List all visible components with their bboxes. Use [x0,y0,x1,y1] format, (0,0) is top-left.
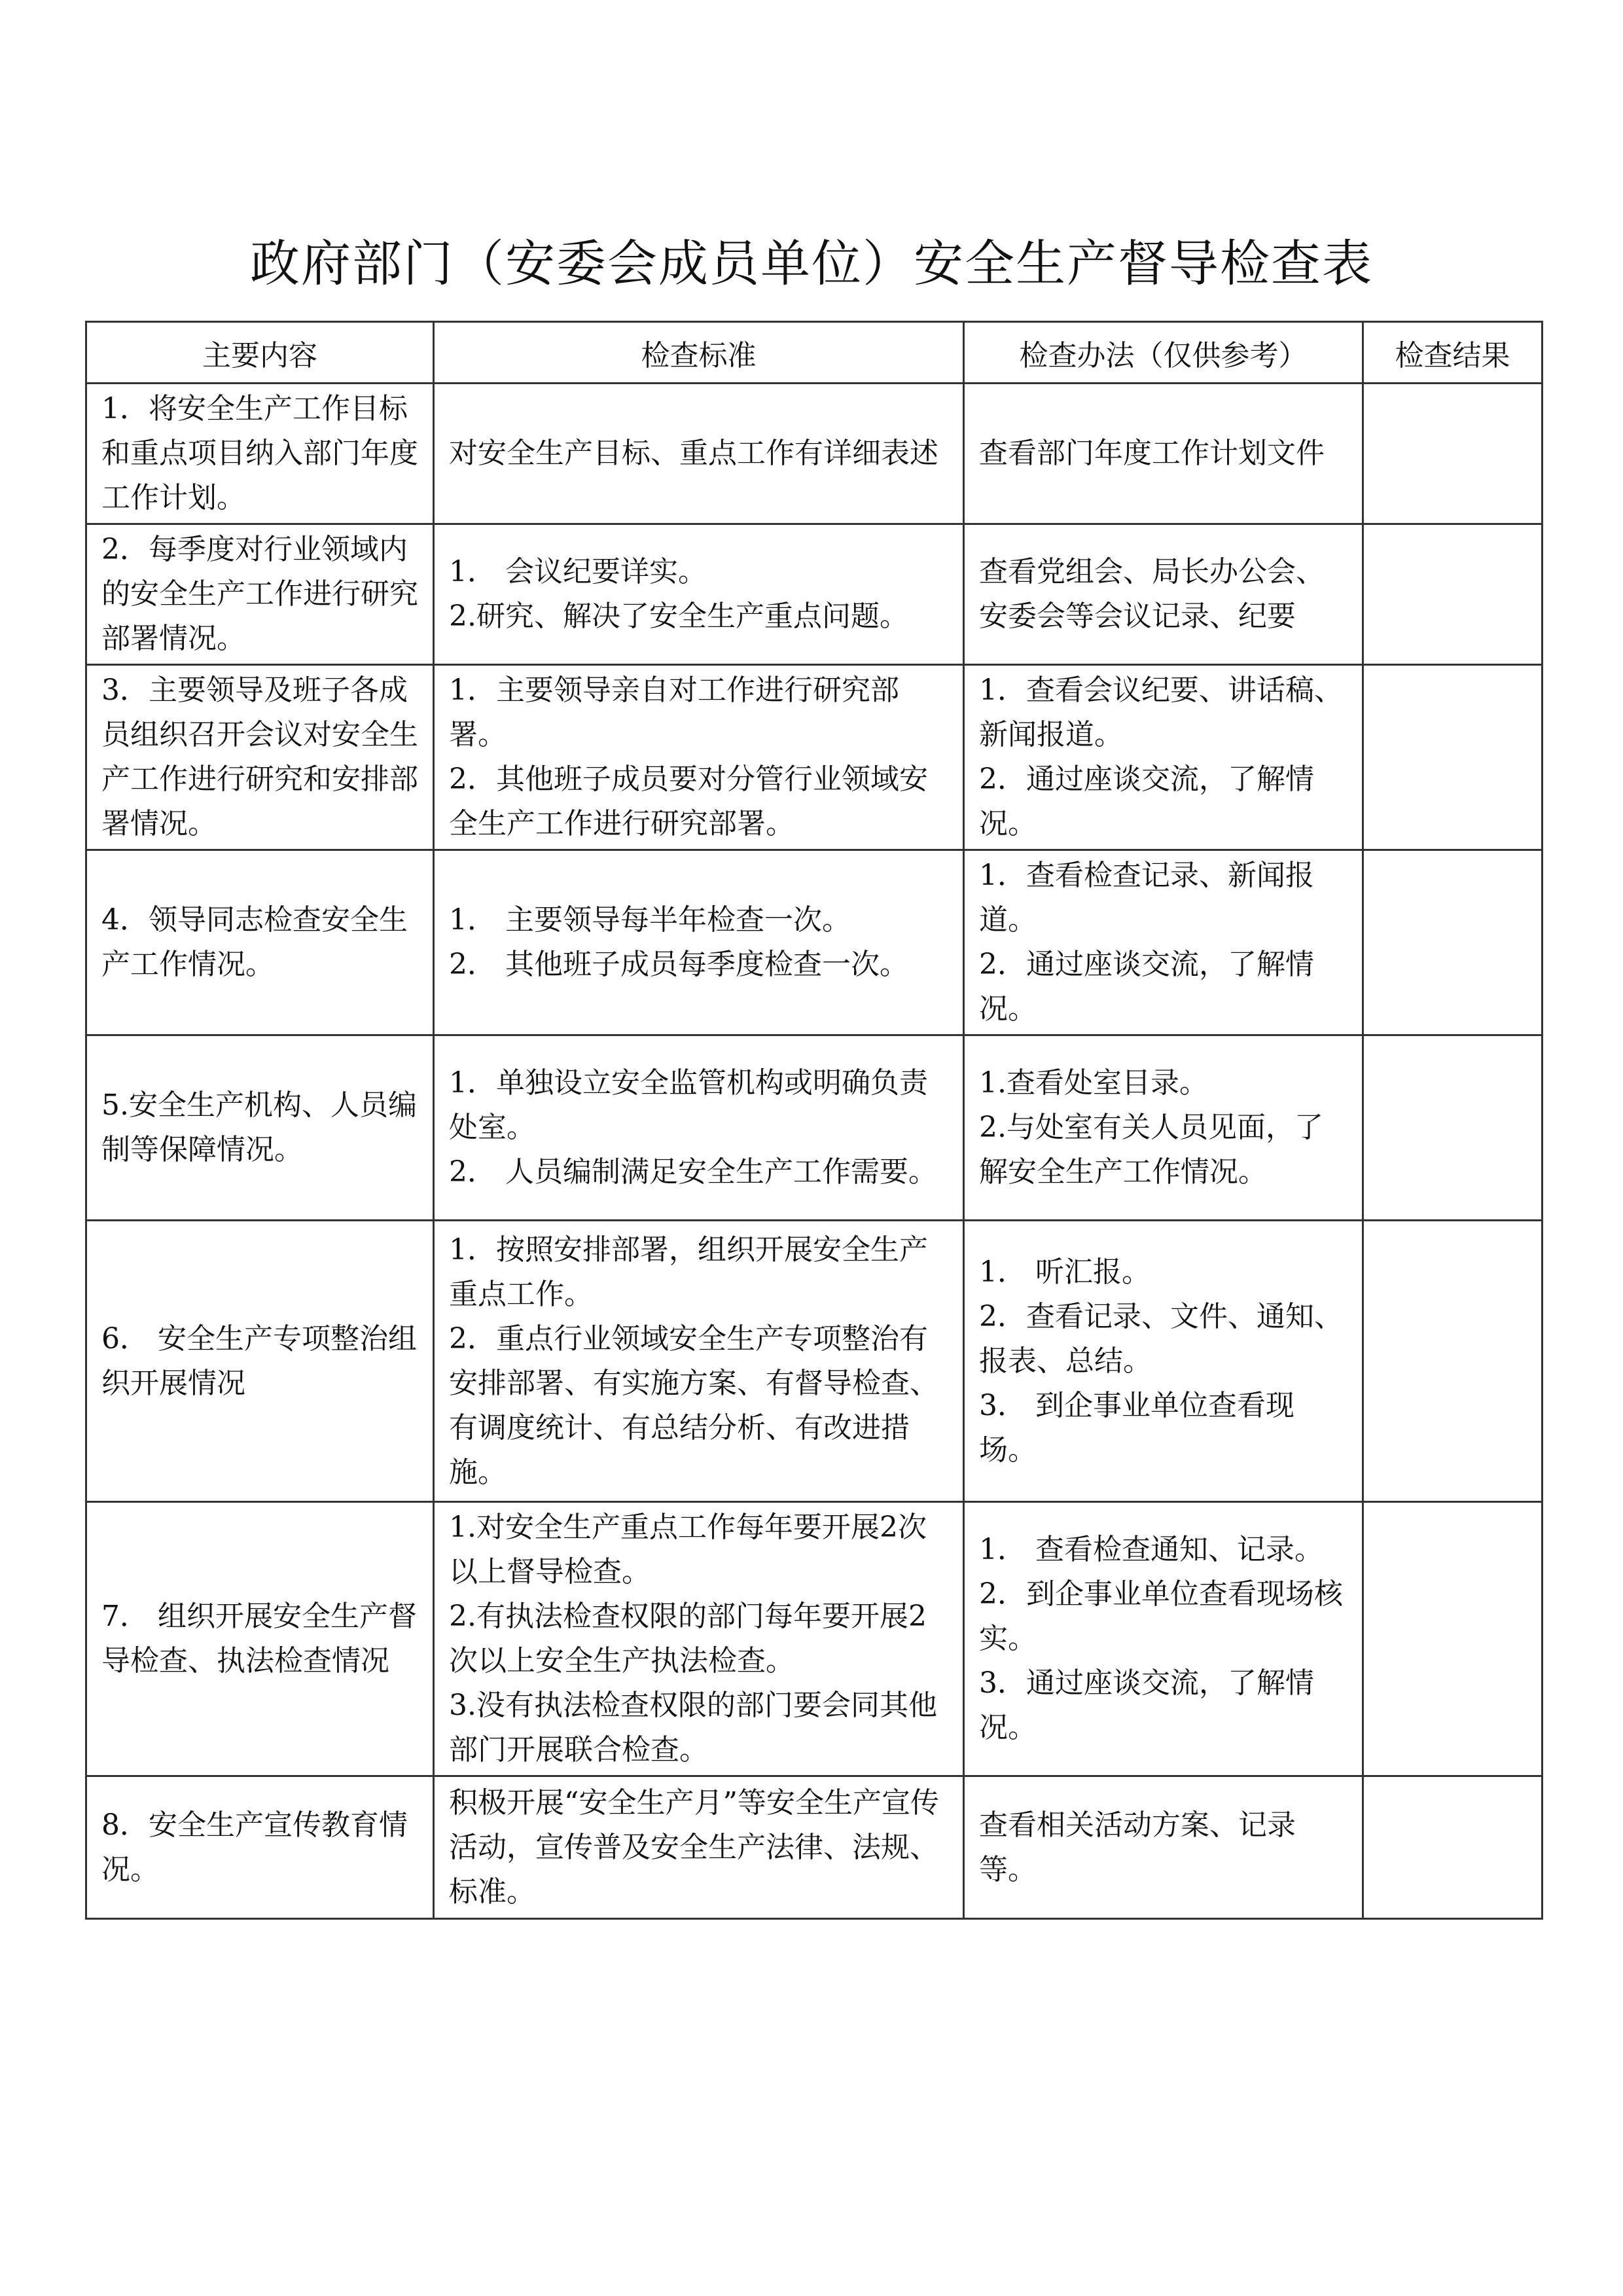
standard-line: 1.对安全生产重点工作每年要开展2次以上督导检查。 [449,1511,927,1588]
cell-result[interactable] [1363,524,1543,665]
method-line: 1．查看会议纪要、讲话稿、新闻报道。 [979,673,1343,751]
table-row [86,1502,1543,1776]
cell-result[interactable] [1363,1035,1543,1221]
method-line: 1． 查看检查通知、记录。 [979,1533,1323,1566]
cell-method [964,1502,1363,1776]
standard-line: 2．其他班子成员要对分管行业领域安全生产工作进行研究部署。 [449,762,928,840]
table-row [86,665,1543,850]
cell-content: 1．将安全生产工作目标和重点项目纳入部门年度工作计划。 [86,384,434,524]
cell-standard [434,1776,964,1919]
cell-result[interactable] [1363,384,1543,524]
inspection-table [85,321,1543,1920]
table-row [86,1035,1543,1221]
table-row [86,384,1543,524]
cell-content: 7． 组织开展安全生产督导检查、执法检查情况 [86,1502,434,1776]
cell-content: 6． 安全生产专项整治组织开展情况 [86,1221,434,1502]
standard-line: 积极开展“安全生产月”等安全生产宣传活动，宣传普及安全生产法律、法规、标准。 [449,1785,939,1909]
method-line: 2．通过座谈交流，了解情况。 [979,948,1314,1026]
cell-content: 8．安全生产宣传教育情况。 [86,1776,434,1919]
cell-standard [434,1035,964,1221]
standard-line: 对安全生产目标、重点工作有详细表述 [449,437,938,470]
method-line: 2.与处室有关人员见面，了解安全生产工作情况。 [979,1111,1323,1189]
cell-method [964,1035,1363,1221]
table-header-row [86,322,1543,384]
cell-result[interactable] [1363,1221,1543,1502]
cell-result[interactable] [1363,1502,1543,1776]
header-method: 检查办法（仅供参考） [964,322,1363,384]
cell-result[interactable] [1363,1776,1543,1919]
table-row [86,1221,1543,1502]
standard-line: 1． 主要领导每半年检查一次。 [449,903,851,937]
method-line: 1． 听汇报。 [979,1255,1150,1289]
cell-standard [434,524,964,665]
cell-standard [434,1502,964,1776]
header-content: 主要内容 [86,322,434,384]
method-line: 1.查看处室目录。 [979,1066,1208,1100]
cell-method [964,665,1363,850]
standard-line: 2．重点行业领域安全生产专项整治有安排部署、有实施方案、有督导检查、有调度统计、有总结分析、有改进措施。 [449,1321,938,1489]
method-line: 1．查看检查记录、新闻报道。 [979,859,1314,937]
cell-method [964,1776,1363,1919]
cell-result[interactable] [1363,850,1543,1035]
method-line: 查看相关活动方案、记录等。 [979,1808,1296,1886]
standard-line: 2． 其他班子成员每季度检查一次。 [449,948,908,981]
cell-standard [434,850,964,1035]
standard-line: 1． 会议纪要详实。 [449,555,707,588]
cell-standard [434,1221,964,1502]
cell-content: 3．主要领导及班子各成员组织召开会议对安全生产工作进行研究和安排部署情况。 [86,665,434,850]
header-result: 检查结果 [1363,322,1543,384]
cell-method [964,524,1363,665]
table-row [86,850,1543,1035]
cell-method [964,384,1363,524]
method-line: 3．通过座谈交流，了解情况。 [979,1666,1314,1744]
cell-standard [434,384,964,524]
standard-line: 3.没有执法检查权限的部门要会同其他部门开展联合检查。 [449,1689,937,1767]
cell-result[interactable] [1363,665,1543,850]
method-line: 2．到企事业单位查看现场核实。 [979,1577,1343,1655]
standard-line: 1．单独设立安全监管机构或明确负责处室。 [449,1066,928,1144]
table-row [86,1776,1543,1919]
document-title: 政府部门（安委会成员单位）安全生产督导检查表 [250,234,1373,293]
cell-standard [434,665,964,850]
standard-line: 1．按照安排部署，组织开展安全生产重点工作。 [449,1232,928,1311]
cell-method [964,850,1363,1035]
cell-content: 2．每季度对行业领域内的安全生产工作进行研究部署情况。 [86,524,434,665]
standard-line: 1．主要领导亲自对工作进行研究部署。 [449,673,899,751]
table-row [86,524,1543,665]
method-line: 2．查看记录、文件、通知、报表、总结。 [979,1299,1343,1378]
method-line: 2．通过座谈交流，了解情况。 [979,762,1314,840]
cell-content: 4．领导同志检查安全生产工作情况。 [86,850,434,1035]
method-line: 3． 到企事业单位查看现场。 [979,1388,1294,1467]
standard-line: 2． 人员编制满足安全生产工作需要。 [449,1155,937,1189]
standard-line: 2.研究、解决了安全生产重点问题。 [449,600,908,633]
standard-line: 2.有执法检查权限的部门每年要开展2次以上安全生产执法检查。 [449,1600,927,1677]
header-standard: 检查标准 [434,322,964,384]
method-line: 查看部门年度工作计划文件 [979,437,1325,470]
cell-content: 5.安全生产机构、人员编制等保障情况。 [86,1035,434,1221]
cell-method [964,1221,1363,1502]
method-line: 查看党组会、局长办公会、安委会等会议记录、纪要 [979,555,1325,633]
